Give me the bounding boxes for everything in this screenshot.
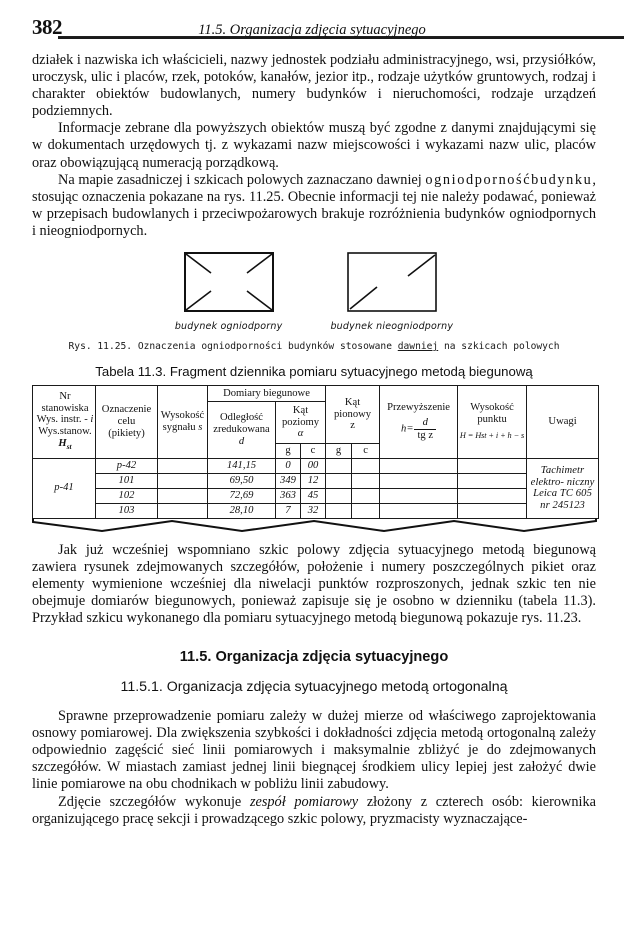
cell-signal-height [158, 458, 208, 473]
page-number: 382 [32, 15, 62, 39]
survey-journal-table [32, 385, 599, 519]
header-unit-v-g: g [326, 444, 352, 459]
paragraph-6 [32, 794, 596, 828]
figure-caption-underlined: dawniej [397, 341, 439, 353]
figure-item-fireproof [175, 251, 283, 332]
header-reduced-distance-l1: Odległość [220, 412, 263, 424]
header-vertical-angle-l3: z [350, 420, 355, 432]
remarks-line-2: niczny Leica TC 605 [533, 476, 595, 500]
cell-reduced-distance: 141,15 [208, 458, 276, 473]
paragraph-6-emphasis: zespół pomiarowy [249, 793, 359, 810]
header-reduced-distance-symbol: d [238, 435, 245, 447]
header-reduced-distance-l2: zredukowana [213, 424, 270, 436]
table-11-3 [32, 385, 598, 534]
header-unit-hz-c: c [301, 444, 326, 459]
header-target-l1: Oznaczenie [101, 404, 152, 416]
subsection-heading: 11.5.1. Organizacja zdjęcia sytuacyjnego metodą ortogonalną [120, 679, 508, 696]
header-station-symbol: H [58, 437, 67, 449]
table-row [33, 488, 599, 503]
cell-target: 102 [96, 488, 158, 503]
formula-denominator: tg z [417, 429, 434, 441]
cell-target: 101 [96, 473, 158, 488]
cell-v-angle-c [352, 488, 380, 503]
header-station-l2 [36, 414, 94, 426]
header-horizontal-angle-l1: Kąt [292, 405, 309, 417]
table-row [33, 503, 599, 518]
formula-numerator: d [414, 417, 436, 430]
figure-caption-fireproof: budynek ogniodporny [174, 321, 283, 333]
page-header [32, 0, 596, 39]
cell-hz-angle-g: 349 [276, 473, 301, 488]
cell-point-height [458, 503, 527, 518]
running-title: 11.5. Organizacja zdjęcia sytuacyjnego [198, 22, 426, 38]
cell-v-angle-c [352, 458, 380, 473]
cell-height-difference [380, 503, 458, 518]
header-signal-height-l1: Wysokość [160, 410, 205, 422]
header-point-height-formula: H = Hst + i + h − s [459, 430, 525, 440]
header-station-l2-ital: i [90, 414, 94, 426]
header-station [33, 386, 96, 459]
cell-height-difference [380, 473, 458, 488]
header-unit-hz-g: g [276, 444, 301, 459]
paragraph-3-text-a: Na mapie zasadniczej i szkicach polowych zaznaczano dawniej [58, 171, 426, 188]
figure-caption-post: na szkicach polowych [438, 341, 560, 353]
cell-hz-angle-g: 7 [276, 503, 301, 518]
header-signal-height-l2-pre: sygnału [162, 421, 199, 433]
paragraph-2: Informacje zebrane dla powyższych obiektów muszą być zgodne z danymi znajdującymi się w dokumentach urzędowych tj. z wykazami nazw miejscowości i wykazami nazw ulic, placów oraz obowiązującą numeracją porządkową. [32, 120, 596, 171]
cell-v-angle-g [326, 473, 352, 488]
cell-v-angle-g [326, 458, 352, 473]
cell-remarks [527, 458, 599, 518]
paragraph-3 [32, 172, 596, 240]
header-station-l3: Wys.stanow. [38, 426, 92, 438]
header-reduced-distance [208, 402, 276, 459]
paragraph-5: Sprawne przeprowadzenie pomiaru zależy w dużej mierze od właściwego zaprojektowania osnowy pomiarowej. Dla zwiększenia szybkości i dokładności zdjęcia metodą ortogonalną zależy odpowiednio zagęścić sieć linii pomiarowych i maksymalnie zbliżyć je do zdejmowanych szczegółów. W miastach zamiast jednej linii biegnącej środkiem ulicy lepiej jest założyć dwie linie pomiarowe na obu chodnikach w pobliżu linii zabudowy. [32, 708, 596, 793]
torn-page-edge [32, 518, 598, 534]
header-horizontal-angle-l2: poziomy [281, 416, 320, 428]
remarks-line-3: nr 245123 [540, 499, 585, 511]
header-height-difference [380, 386, 458, 459]
cell-signal-height [158, 473, 208, 488]
cell-height-difference [380, 488, 458, 503]
term-budynku: budynku [531, 171, 593, 188]
header-unit-v-c: c [352, 444, 380, 459]
header-station-l2-pre: Wys. instr. - [36, 414, 91, 426]
cell-hz-angle-g: 363 [276, 488, 301, 503]
term-ogniodpornosc: ogniodporność [425, 171, 532, 188]
cell-point-height [458, 458, 527, 473]
remarks-line-1: Tachimetr elektro- [530, 464, 585, 488]
cell-v-angle-c [352, 473, 380, 488]
header-target-l2: celu [117, 416, 136, 428]
header-point-height [458, 386, 527, 459]
cell-v-angle-c [352, 503, 380, 518]
cell-target: p-42 [96, 458, 158, 473]
header-station-l4 [36, 438, 94, 453]
paragraph-6-text-b: złożony z czterech osób: kierownika organizującego pracę sekcji i prowadzącego szkic polowy, pryzmacisty wyznaczające- [32, 793, 596, 827]
figure-caption-pre: Rys. 11.25. Oznaczenia ogniodporności budynków stosowane [68, 341, 398, 353]
cell-v-angle-g [326, 488, 352, 503]
formula-fraction [414, 417, 436, 441]
cell-signal-height [158, 503, 208, 518]
cell-point-height [458, 473, 527, 488]
header-signal-height-l2-ital: s [198, 421, 203, 433]
header-vertical-angle-l2: pionowy [334, 408, 372, 420]
paragraph-4: Jak już wcześniej wspomniano szkic polowy zdjęcia sytuacyjnego metodą biegunową zawiera rysunek zdejmowanych szczegółów, położenie i numery poszczególnych pikiet oraz elementy wymienione wcześniej dla niwelacji punktów rozproszonych, jednak szkic ten nie obejmuje domiarów biegunowych, ponieważ zapisuje się je osobno w dzienniku (tabela 11.3). Przykład szkicu wykonanego dla pomiaru sytuacyjnego metodą biegunową pokazuje rys. 11.23. [32, 541, 596, 626]
cell-hz-angle-c: 00 [301, 458, 326, 473]
header-station-l1: Nr stanowiska [41, 391, 89, 414]
fireproof-building-symbol [183, 251, 275, 313]
cell-v-angle-g [326, 503, 352, 518]
cell-reduced-distance: 69,50 [208, 473, 276, 488]
header-height-difference-formula [381, 417, 456, 441]
non-fireproof-building-symbol [346, 251, 438, 313]
table-row [33, 458, 599, 473]
figure-caption-non-fireproof: budynek nieogniodporny [330, 321, 454, 333]
cell-hz-angle-c: 32 [301, 503, 326, 518]
figure-caption-line [32, 341, 596, 352]
cell-target: 103 [96, 503, 158, 518]
header-vertical-angle-l1: Kąt [344, 397, 361, 409]
header-remarks: Uwagi [527, 386, 599, 459]
header-point-height-l1: Wysokość [470, 402, 514, 414]
cell-hz-angle-g: 0 [276, 458, 301, 473]
header-height-difference-l1: Przewyższenie [387, 402, 451, 414]
cell-height-difference [380, 458, 458, 473]
figure-item-non-fireproof [330, 251, 453, 332]
header-horizontal-angle [276, 402, 326, 444]
cell-hz-angle-c: 12 [301, 473, 326, 488]
cell-point-height [458, 488, 527, 503]
formula-lhs: h= [401, 423, 414, 435]
paragraph-3-text-b: , stosując oznaczenia pokazane na rys. 11.25. Obecnie informacji tej nie należy podawać, ponieważ w przepisach budowlanych i przeciwpożarowych brakuje rozróżnienia budynków ogniodpornych i nieogniodpornych. [32, 171, 596, 239]
cell-hz-angle-c: 45 [301, 488, 326, 503]
cell-signal-height [158, 488, 208, 503]
paragraph-1: działek i nazwiska ich właścicieli, nazwy jednostek podziału administracyjnego, wsi, przysiółków, uroczysk, ulic i placów, rzek, potoków, kanałów, jezior itp., rodzaje użytków gruntowych, rodzaj i charakter obiektów budowlanych, numery budynków i nieruchomości, rodzaje urządzeń podziemnych. [32, 52, 596, 120]
paragraph-6-text-a: Zdjęcie szczegółów wykonuje [58, 793, 250, 810]
header-signal-height [158, 386, 208, 459]
header-horizontal-angle-symbol: α [297, 428, 304, 440]
header-vertical-angle [326, 386, 380, 444]
header-target [96, 386, 158, 459]
header-station-subscript: st [66, 441, 72, 451]
header-target-l3: (pikiety) [108, 427, 145, 439]
header-point-height-l2: punktu [477, 414, 507, 426]
table-row [33, 473, 599, 488]
cell-reduced-distance: 28,10 [208, 503, 276, 518]
cell-reduced-distance: 72,69 [208, 488, 276, 503]
cell-station: p-41 [33, 458, 96, 518]
figure-11-25 [32, 251, 596, 332]
header-group-polar-measurements: Domiary biegunowe [208, 386, 326, 402]
table-title: Tabela 11.3. Fragment dziennika pomiaru sytuacyjnego metodą biegunową [95, 364, 533, 380]
table-header-row-1 [33, 386, 599, 402]
section-heading: 11.5. Organizacja zdjęcia sytuacyjnego [179, 649, 449, 666]
header-signal-height-l2 [159, 422, 206, 434]
